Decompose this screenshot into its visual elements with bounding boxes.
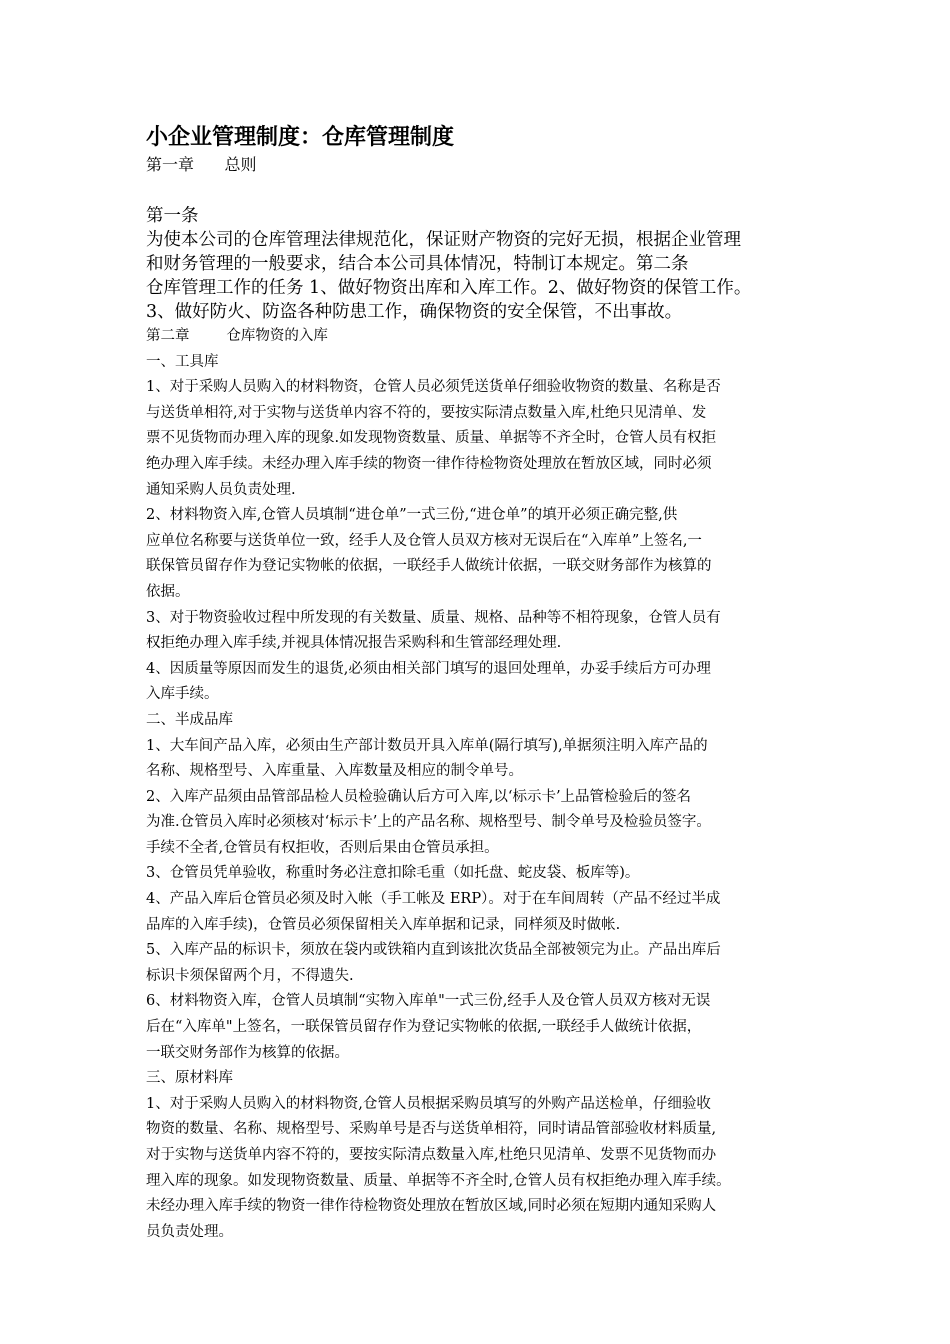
body-line: 通知采购人员负责处理. <box>146 481 296 498</box>
body-line: 名称、规格型号、入库重量、入库数量及相应的制令单号。 <box>146 763 523 780</box>
body-line: 2、材料物资入库,仓管人员填制“进仓单”一式三份,“进仓单”的填开必须正确完整,供 <box>146 507 678 524</box>
body-line: 员负责处理。 <box>146 1223 233 1240</box>
body-line: 与送货单相符,对于实物与送货单内容不符的，要按实际清点数量入库,杜绝只见清单、发 <box>146 404 707 421</box>
body-line: 后在“入库单"上签名，一联保管员留存作为登记实物帐的依据,一联经手人做统计依据， <box>146 1019 702 1036</box>
body-line: 手续不全者,仓管员有权拒收，否则后果由仓管员承担。 <box>146 839 499 856</box>
body-line: 票不见货物而办理入库的现象.如发现物资数量、质量、单据等不齐全时，仓管人员有权拒 <box>146 430 717 447</box>
body-line: 1、对于采购人员购入的材料物资，仓管人员必须凭送货单仔细验收物资的数量、名称是否 <box>146 379 721 396</box>
body-line: 6、材料物资入库，仓管人员填制“实物入库单"一式三份,经手人及仓管人员双方核对无误 <box>146 993 711 1010</box>
body-line: 品库的入库手续)，仓管员必须保留相关入库单据和记录，同样须及时做帐. <box>146 916 621 933</box>
body-line: 5、入库产品的标识卡，须放在袋内或铁箱内直到该批次货品全部被领完为止。产品出库后 <box>146 942 721 959</box>
body-line: 1、对于采购人员购入的材料物资,仓管人员根据采购员填写的外购产品送检单，仔细验收 <box>146 1095 711 1112</box>
body-line: 未经办理入库手续的物资一律作待检物资处理放在暂放区域,同时必须在短期内通知采购人 <box>146 1198 717 1215</box>
chapter-1-heading: 第一章 总则 <box>146 155 257 174</box>
paragraph-line: 和财务管理的一般要求，结合本公司具体情况，特制订本规定。第二条 <box>146 254 689 274</box>
body-line: 理入库的现象。如发现物资数量、质量、单据等不齐全时,仓管人员有权拒绝办理入库手续。 <box>146 1172 731 1189</box>
body-line: 物资的数量、名称、规格型号、采购单号是否与送货单相符，同时请品管部验收材料质量, <box>146 1121 717 1138</box>
paragraph-line: 3、做好防火、防盗各种防患工作，确保物资的安全保管，不出事故。 <box>146 302 683 322</box>
body-line: 1、大车间产品入库，必须由生产部计数员开具入库单(隔行填写),单据须注明入库产品的 <box>146 737 708 754</box>
body-line: 绝办理入库手续。未经办理入库手续的物资一律作待检物资处理放在暂放区域，同时必须 <box>146 455 712 472</box>
document-page <box>146 122 806 1245</box>
body-line: 一联交财务部作为核算的依据。 <box>146 1044 349 1061</box>
document-title: 小企业管理制度：仓库管理制度 <box>146 125 455 150</box>
spacer <box>146 176 806 204</box>
body-line: 3、对于物资验收过程中所发现的有关数量、质量、规格、品种等不相符现象，仓管人员有 <box>146 609 721 626</box>
body-line: 入库手续。 <box>146 686 219 703</box>
body-line: 标识卡须保留两个月，不得遗失. <box>146 967 354 984</box>
body-line: 一、工具库 <box>146 353 219 370</box>
article-1-heading: 第一条 <box>146 206 199 226</box>
body-line: 为准.仓管员入库时必须核对‘标示卡’上的产品名称、规格型号、制令单号及检验员签字。 <box>146 814 711 831</box>
paragraph-line: 为使本公司的仓库管理法律规范化，保证财产物资的完好无损，根据企业管理 <box>146 230 741 250</box>
body-line: 三、原材料库 <box>146 1070 233 1087</box>
body-line: 权拒绝办理入库手续,并视具体情况报告采购科和生管部经理处理. <box>146 635 562 652</box>
chapter-2-heading: 第二章 仓库物资的入库 <box>146 328 328 344</box>
body-line: 依据。 <box>146 583 190 600</box>
body-line: 4、产品入库后仓管员必须及时入帐（手工帐及 ERP）。对于在车间周转（产品不经过半成 <box>146 891 721 908</box>
body-line: 4、因质量等原因而发生的退货,必须由相关部门填写的退回处理单，办妥手续后方可办理 <box>146 660 711 677</box>
body-text <box>146 350 806 1246</box>
body-line: 2、入库产品须由品管部品检人员检验确认后方可入库,以‘标示卡’上品管检验后的签名 <box>146 788 692 805</box>
body-line: 联保管员留存作为登记实物帐的依据，一联经手人做统计依据，一联交财务部作为核算的 <box>146 558 712 575</box>
body-line: 二、半成品库 <box>146 711 233 728</box>
body-line: 3、仓管员凭单验收，称重时务必注意扣除毛重（如托盘、蛇皮袋、板库等)。 <box>146 865 640 882</box>
body-line: 应单位名称要与送货单位一致，经手人及仓管人员双方核对无误后在“入库单”上签名,一 <box>146 532 702 549</box>
paragraph-line: 仓库管理工作的任务 1、做好物资出库和入库工作。2、做好物资的保管工作。 <box>146 278 752 298</box>
body-line: 对于实物与送货单内容不符的，要按实际清点数量入库,杜绝只见清单、发票不见货物而办 <box>146 1147 717 1163</box>
